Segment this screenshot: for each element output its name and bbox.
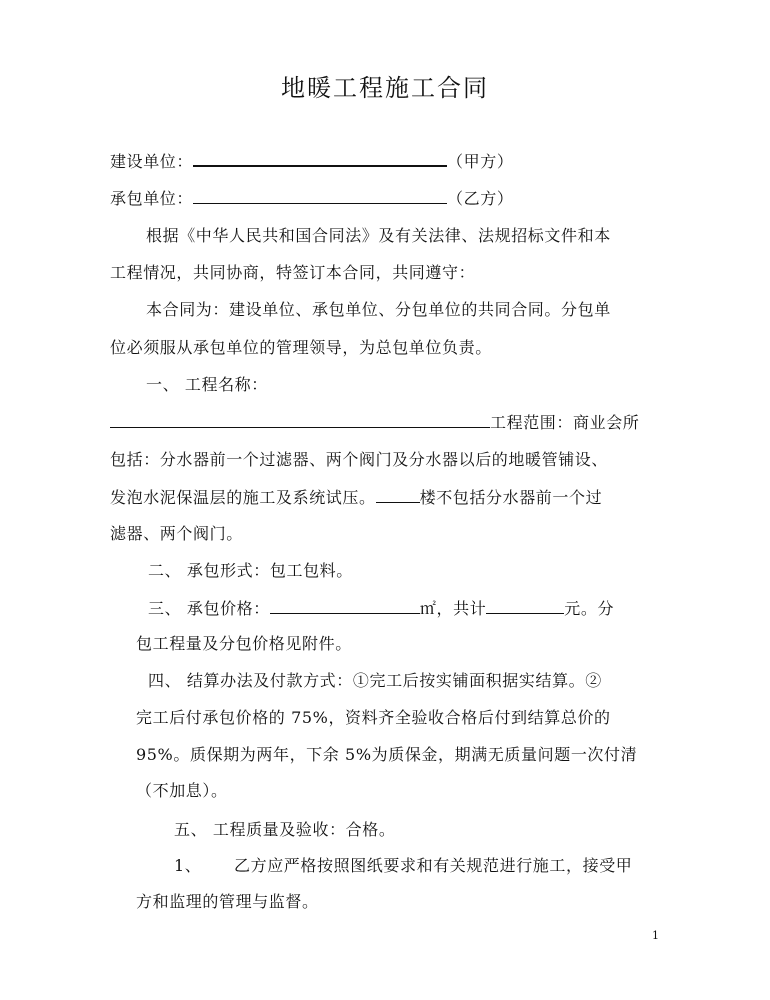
section-5-heading: 五、 工程质量及验收：合格。	[174, 820, 396, 839]
project-name-field	[110, 411, 490, 428]
party-b-suffix: （乙方）	[447, 189, 514, 208]
section-3-unit: ㎡，共计	[419, 599, 487, 618]
intro-line-1: 根据《中华人民共和国合同法》及有关法律、法规招标文件和本	[146, 226, 611, 245]
section-4-line-4: （不加息）。	[136, 781, 228, 800]
section-1-line-3	[110, 486, 602, 509]
section-4-line-1: 四、 结算办法及付款方式：①完工后按实铺面积据实结算。②	[148, 671, 602, 690]
section-3-line-1	[148, 597, 614, 620]
party-b-line	[110, 187, 513, 210]
section-1-scope-text: 工程范围：商业会所	[490, 413, 640, 432]
section-4-line-3: 95%。质保期为两年，下余 5%为质保金，期满无质量问题一次付清	[136, 745, 638, 764]
scope-note-line-2: 位必须服从承包单位的管理领导，为总包单位负责。	[110, 338, 492, 357]
party-a-name-field	[193, 149, 447, 167]
scope-note-line-1: 本合同为：建设单位、承包单位、分包单位的共同合同。分包单	[146, 300, 611, 319]
section-1-scope-line	[110, 411, 639, 434]
section-3-line-2: 包工程量及分包价格见附件。	[136, 634, 352, 653]
section-1-line-4: 滤器、两个阀门。	[110, 524, 243, 543]
section-5-item-1-line-2: 方和监理的管理与监督。	[136, 892, 319, 911]
section-2: 二、 承包形式：包工包料。	[148, 561, 353, 580]
section-1-line-3a: 发泡水泥保温层的施工及系统试压。	[110, 488, 376, 507]
party-a-suffix: （甲方）	[447, 152, 514, 171]
party-b-label: 承包单位：	[110, 189, 194, 208]
page-title: 地暖工程施工合同	[281, 74, 489, 102]
section-1-line-2: 包括：分水器前一个过滤器、两个阀门及分水器以后的地暖管铺设、	[110, 450, 609, 469]
unit-price-field	[270, 597, 420, 614]
page-number: 1	[652, 929, 659, 942]
party-b-name-field	[193, 187, 447, 204]
section-5-item-1-number: 1、	[174, 856, 202, 875]
intro-line-2: 工程情况，共同协商，特签订本合同，共同遵守：	[110, 263, 476, 282]
section-1-heading: 一、 工程名称：	[146, 375, 268, 394]
party-a-label: 建设单位：	[110, 152, 194, 171]
building-number-field	[376, 486, 420, 503]
section-4-line-2: 完工后付承包价格的 75%，资料齐全验收合格后付到结算总价的	[136, 708, 611, 727]
section-3-label: 三、 承包价格：	[148, 599, 270, 618]
section-5-item-1-line-1: 乙方应严格按照图纸要求和有关规范进行施工，接受甲	[234, 856, 633, 875]
section-1-line-3b: 楼不包括分水器前一个过	[419, 488, 603, 507]
section-3-currency: 元。分	[564, 599, 615, 618]
party-a-line	[110, 149, 513, 173]
total-price-field	[486, 597, 564, 614]
